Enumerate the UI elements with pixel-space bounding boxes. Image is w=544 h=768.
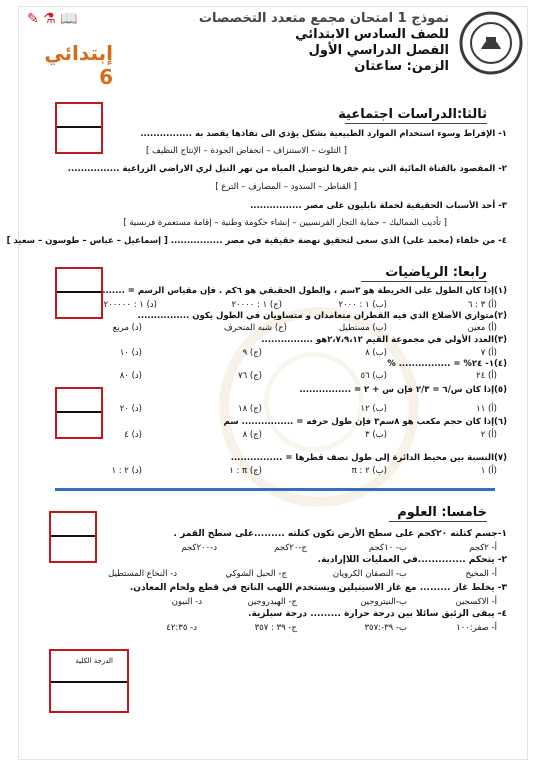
math-q1: (١)إذا كان الطول على الخريطة هو ٣سم ، والطول الحقيقي هو ٦كم . فإن مقياس الرسم = ................	[73, 286, 507, 296]
science-q3-opt-d: د- النيون	[171, 597, 202, 607]
social-q2: ٢- المقصود بالقناة المائية التي يتم حفرها لتوصيل المياه من نهر النيل لري الاراضي الزراعية ................	[67, 164, 507, 174]
science-q1-opt-b: ب- ١٠كجم	[368, 543, 407, 553]
science-q4-opt-d: د- ٤٢:٣٥	[166, 623, 197, 633]
math-q2: (٢)متوازي الأضلاع الذي فيه القطران متعامدان و متساويان في الطول يكون ................	[137, 311, 507, 321]
science-q3: ٣- يخلط غاز ......... مع غاز الاسيتيلين ويستخدم اللهب الناتج في قطع ولحام المعادن.	[129, 583, 507, 593]
science-q1-opt-d: د-٢٠٠كجم	[181, 543, 217, 553]
section-divider	[55, 488, 495, 491]
science-q3-opt-c: ج- الهيدروجين	[247, 597, 297, 607]
science-q4: ٤- يبقى الزئبق سائلا بين درجة حرارة ......... درجة سيلزية.	[248, 609, 507, 619]
math-q5-opt-b: (ب) ١٢	[360, 404, 387, 414]
math-q3: (٣)العدد الأولي في مجموعة القيم ٢،٧،٩،١٢هو ................	[261, 335, 507, 345]
science-q2-opt-c: ج- الحبل الشوكي	[225, 569, 287, 579]
math-q7: (٧)النسبة بين محيط الدائرة إلى طول نصف قطرها = ................	[230, 453, 507, 463]
math-q3-opt-b: (ب) ٨	[365, 348, 387, 358]
math-q1-opt-b: (ب) ١ : ٢٠٠٠	[338, 300, 387, 310]
score-box-science	[49, 511, 97, 563]
math-q2-opt-b: (ب) مستطيل	[338, 323, 387, 333]
science-q1-opt-a: أ- ٢كجم	[469, 543, 497, 553]
social-q1-options: [ التلوث – الاستنزاف – انخفاض الجودة – الإنتاج النظيف ]	[146, 146, 347, 156]
term-label: الفصل الدراسي الأول	[308, 43, 449, 58]
math-q1-opt-a: (أ) ٣ : ٦	[467, 300, 497, 310]
science-title: خامسا: العلوم	[397, 505, 487, 520]
science-q4-opt-a: أ- صفر:١٠٠	[456, 623, 497, 633]
math-q6: (٦)إذا كان حجم مكعب هو ٨سم٣ فإن طول حرفه = ................ سم	[223, 417, 507, 427]
math-q2-opt-a: (أ) معين	[467, 323, 497, 333]
science-q2-opt-d: د- النخاع المستطيل	[108, 569, 177, 579]
math-q2-opt-c: (ج) شبه المنحرف	[223, 323, 287, 333]
math-q1-opt-d: (د) ١ : ٢٠٠٠٠٠	[103, 300, 157, 310]
math-q1-opt-c: (ج) ١ : ٢٠٠٠٠	[231, 300, 282, 310]
math-q7-opt-a: (أ) ١	[480, 466, 497, 476]
total-label: الدرجة الكلية	[75, 657, 113, 665]
total-score-box	[49, 649, 129, 713]
ministry-seal-logo	[459, 11, 523, 75]
math-q4: (٤)١- ٢٤% = ................ %	[387, 359, 507, 369]
math-q3-opt-d: (د) ١٠	[119, 348, 142, 358]
primary-six-badge	[21, 11, 113, 89]
science-q1-opt-c: ج-٢٠كجم	[274, 543, 307, 553]
math-q7-opt-b: (ب) ٢ : π	[351, 466, 387, 476]
social-q4: ٤- من خلفاء (محمد على) الذي سعى لتحقيق نهضة حقيقية في مصر ................ [ إسماعيل – عباس – طوسون – سعيد ]	[6, 236, 507, 246]
math-q5-opt-d: (د) ٢٠	[119, 404, 142, 414]
math-q7-opt-d: (د) ٢ : ١	[111, 466, 142, 476]
math-q5-opt-c: (ج) ١٨	[238, 404, 262, 414]
math-q7-opt-c: (ج) π : ١	[229, 466, 262, 476]
science-q2: ٢- يتحكم ..............في العمليات اللاإرادية.	[317, 555, 507, 565]
score-box-math-2	[55, 387, 103, 439]
social-q1: ١- الإفراط وسوء استخدام الموارد الطبيعية بشكل يؤدي الى نفاذها يقصد به ................	[140, 129, 507, 139]
school-icons: ✎ ⚗ 📖	[27, 11, 78, 27]
science-q1: ١-جسم كتلته ٢٠كجم على سطح الأرض تكون كتلته .........على سطح القمر .	[173, 529, 507, 539]
math-q5-opt-a: (أ) ١١	[476, 404, 497, 414]
social-q3-options: [ تأديب المماليك – حماية التجار الفرنسيين – إنشاء حكومة وطنية – إقامة مستعمرة فرنسية ]	[123, 218, 447, 228]
science-q4-opt-b: ب- ٣٩-:٣٥٧	[364, 623, 407, 633]
exam-title: نموذج 1 امتحان مجمع متعدد التخصصات	[198, 11, 449, 26]
grade-label: للصف السادس الابتدائي	[295, 27, 449, 42]
science-q2-opt-b: ب- النصفان الكرويان	[332, 569, 407, 579]
math-q3-opt-c: (ج) ٩	[242, 348, 262, 358]
score-box-social	[55, 102, 103, 154]
math-q4-opt-d: (د) ٨٠	[119, 371, 142, 381]
science-q3-opt-b: ب-النيتروجين	[360, 597, 407, 607]
math-q6-opt-a: (أ) ٢	[480, 430, 497, 440]
social-q3: ٣- أحد الأسباب الحقيقية لحملة نابليون على مصر ................	[250, 201, 507, 211]
social-q2-options: [ القناطر – السدود – المصارف – الترع ]	[215, 182, 357, 192]
math-q2-opt-d: (د) مربع	[112, 323, 142, 333]
science-q4-opt-c: ج- ٣٩ : ٣٥٧	[254, 623, 297, 633]
social-title: ثالثا:الدراسات اجتماعية	[338, 107, 487, 122]
math-q6-opt-b: (ب) ٣	[365, 430, 387, 440]
time-label: الزمن: ساعتان	[354, 59, 449, 74]
math-q5: (٥)إذا كان س/٦ = ٢/٣ فإن س + ٢ = ................	[299, 385, 507, 395]
math-q3-opt-a: (أ) ٧	[480, 348, 497, 358]
math-q4-opt-b: (ب) ٥٦	[360, 371, 387, 381]
math-q4-opt-a: (أ) ٢٤	[476, 371, 497, 381]
math-q6-opt-d: (د) ٤	[124, 430, 142, 440]
science-q2-opt-a: أ- المخيخ	[465, 569, 497, 579]
exam-page	[6, 6, 528, 760]
math-q4-opt-c: (ج) ٧٦	[238, 371, 262, 381]
math-title: رابعا: الرياضيات	[385, 265, 487, 280]
math-q6-opt-c: (ج) ٨	[242, 430, 262, 440]
science-q3-opt-a: أ- الاكسجين	[455, 597, 497, 607]
badge-text: إبتدائي 6	[44, 41, 113, 89]
